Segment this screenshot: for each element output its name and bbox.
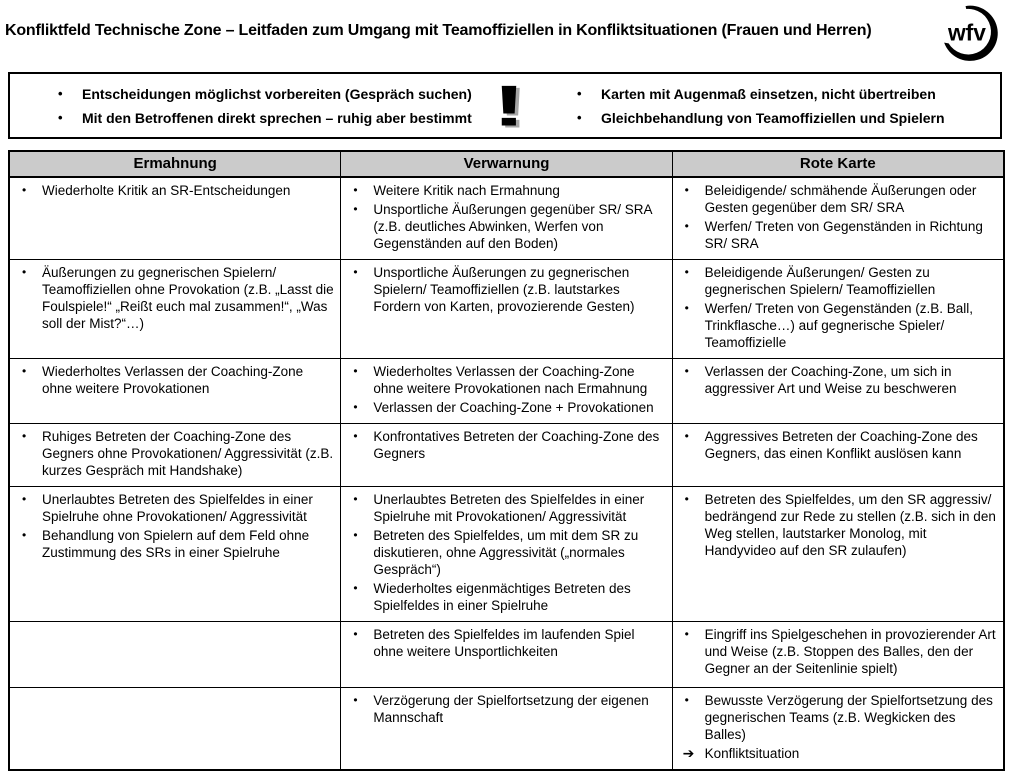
bullet-icon: • <box>353 364 358 378</box>
bullet-icon: • <box>22 364 27 378</box>
cell-rote-karte <box>672 424 1003 486</box>
list-item <box>677 182 997 216</box>
bullet-icon: • <box>684 693 689 707</box>
table-row <box>10 688 1003 769</box>
list-item-text: Beleidigende Äußerungen/ Gesten zu gegnerischen Spielern/ Teamoffiziellen <box>704 265 936 297</box>
bullet-icon: • <box>22 528 27 542</box>
list-item <box>677 264 997 298</box>
list-item-text: Wiederholte Kritik an SR-Entscheidungen <box>42 183 291 198</box>
sanctions-table <box>8 150 1005 771</box>
wfv-logo-text: wfv <box>947 19 986 46</box>
list-item <box>677 626 997 677</box>
list-item-text: Beleidigende/ schmähende Äußerungen oder Gesten gegenüber dem SR/ SRA <box>704 183 977 215</box>
column-header-rote-karte: Rote Karte <box>672 152 1003 176</box>
bullet-icon: • <box>684 219 689 233</box>
cell-rote-karte <box>672 359 1003 423</box>
bullet-icon: • <box>353 183 358 197</box>
table-row <box>10 260 1003 359</box>
list-item <box>14 491 334 525</box>
table-body <box>10 178 1003 769</box>
cell-ermahnung <box>10 622 340 687</box>
list-item <box>677 363 997 397</box>
table-row <box>10 424 1003 487</box>
list-item-text: Äußerungen zu gegnerischen Spielern/ Teamoffiziellen ohne Provokation (z.B. „Lasst die Foulspiele!“ „Reißt euch mal zusammen!“, „Was soll der Mist?“…) <box>42 265 334 331</box>
list-item <box>677 745 997 762</box>
bullet-icon: • <box>684 265 689 279</box>
list-item-text: Verzögerung der Spielfortsetzung der eigenen Mannschaft <box>373 693 649 725</box>
bullet-icon: • <box>577 109 582 125</box>
bullet-icon: • <box>353 429 358 443</box>
cell-ermahnung <box>10 424 340 486</box>
notice-list-right <box>537 82 1000 130</box>
list-item <box>345 264 665 315</box>
bullet-icon: • <box>353 400 358 414</box>
arrow-icon: ➔ <box>682 745 695 761</box>
bullet-icon: • <box>684 429 689 443</box>
bullet-icon: • <box>684 301 689 315</box>
cell-verwarnung <box>340 487 671 621</box>
column-header-verwarnung: Verwarnung <box>340 152 671 176</box>
list-item <box>345 692 665 726</box>
list-item-text: Werfen/ Treten von Gegenständen in Richtung SR/ SRA <box>704 219 983 251</box>
list-item-text: Unsportliche Äußerungen zu gegnerischen Spielern/ Teamoffiziellen (z.B. lautstarkes Fordern von Karten, provozierende Gesten) <box>373 265 635 314</box>
column-header-ermahnung: Ermahnung <box>133 155 217 172</box>
list-item-text: Behandlung von Spielern auf dem Feld ohne Zustimmung des SRs in einer Spielruhe <box>42 528 310 560</box>
list-item <box>677 428 997 462</box>
wfv-logo-swoosh <box>932 4 1006 62</box>
list-item-text: Weitere Kritik nach Ermahnung <box>373 183 560 198</box>
list-item-text: Konfliktsituation <box>704 746 800 761</box>
bullet-icon: • <box>353 528 358 542</box>
list-item <box>345 182 665 199</box>
page-title: Konfliktfeld Technische Zone – Leitfaden zum Umgang mit Teamoffiziellen in Konfliktsituationen (Frauen und Herren) <box>5 22 872 39</box>
list-item-text: Verlassen der Coaching-Zone, um sich in aggressiver Art und Weise zu beschweren <box>704 364 957 396</box>
bullet-icon: • <box>353 581 358 595</box>
cell-ermahnung <box>10 178 340 259</box>
list-item <box>14 264 334 332</box>
list-item-text: Unerlaubtes Betreten des Spielfeldes in einer Spielruhe mit Provokationen/ Aggressivität <box>373 492 645 524</box>
list-item-text: Unsportliche Äußerungen gegenüber SR/ SRA (z.B. deutliches Abwinken, Werfen von Gegenständen auf den Boden) <box>373 202 652 251</box>
list-item-text: Verlassen der Coaching-Zone + Provokationen <box>373 400 654 415</box>
list-item-text: Unerlaubtes Betreten des Spielfeldes in einer Spielruhe ohne Provokationen/ Aggressivität <box>42 492 313 524</box>
bullet-icon: • <box>22 429 27 443</box>
bullet-icon: • <box>22 492 27 506</box>
list-item <box>14 527 334 561</box>
bullet-icon: • <box>353 627 358 641</box>
list-item-text: Bewusste Verzögerung der Spielfortsetzung des gegnerischen Teams (z.B. Wegkicken des Balles) <box>704 693 993 742</box>
list-item <box>345 428 665 462</box>
cell-rote-karte <box>672 688 1003 769</box>
notice-item-text: Karten mit Augenmaß einsetzen, nicht übertreiben <box>601 85 936 102</box>
list-item-text: Eingriff ins Spielgeschehen in provozierender Art und Weise (z.B. Stoppen des Balles, den der Gegner an der Seitenlinie spielt) <box>704 627 996 676</box>
cell-rote-karte <box>672 260 1003 358</box>
list-item <box>345 399 665 416</box>
list-item-text: Werfen/ Treten von Gegenständen (z.B. Ball, Trinkflasche…) auf gegnerische Spieler/ Teamoffizielle <box>704 301 974 350</box>
bullet-icon: • <box>577 85 582 101</box>
cell-rote-karte <box>672 622 1003 687</box>
list-item <box>14 428 334 479</box>
list-item-text: Wiederholtes Verlassen der Coaching-Zone ohne weitere Provokationen <box>42 364 304 396</box>
bullet-icon: • <box>684 627 689 641</box>
cell-rote-karte <box>672 178 1003 259</box>
notice-item-text: Mit den Betroffenen direkt sprechen – ruhig aber bestimmt <box>82 109 472 126</box>
list-item <box>677 300 997 351</box>
bullet-icon: • <box>353 202 358 216</box>
list-item-text: Betreten des Spielfeldes, um mit dem SR zu diskutieren, ohne Aggressivität („normales Gespräch“) <box>373 528 639 577</box>
list-item-text: Betreten des Spielfeldes, um den SR aggressiv/ bedrängend zur Rede zu stellen (z.B. sich in den Weg stellen, lautstarker Monolog, mit Handyvideo auf den SR zulaufen) <box>704 492 996 558</box>
list-item <box>345 201 665 252</box>
bullet-icon: • <box>22 265 27 279</box>
bullet-icon: • <box>353 492 358 506</box>
notice-item-text: Entscheidungen möglichst vorbereiten (Gespräch suchen) <box>82 85 472 102</box>
list-item <box>14 182 334 199</box>
table-row <box>10 622 1003 688</box>
bullet-icon: • <box>353 693 358 707</box>
cell-verwarnung <box>340 178 671 259</box>
bullet-icon: • <box>58 85 63 101</box>
cell-ermahnung <box>10 487 340 621</box>
bullet-icon: • <box>58 109 63 125</box>
table-header-row <box>10 152 1003 178</box>
list-item <box>677 692 997 743</box>
list-item-text: Wiederholtes eigenmächtiges Betreten des Spielfeldes in einer Spielruhe <box>373 581 631 613</box>
bullet-icon: • <box>684 364 689 378</box>
bullet-icon: • <box>684 492 689 506</box>
cell-ermahnung <box>10 260 340 358</box>
cell-verwarnung <box>340 688 671 769</box>
wfv-logo <box>932 4 1006 62</box>
notice-box <box>8 72 1002 139</box>
document-header <box>5 0 1008 68</box>
list-item-text: Aggressives Betreten der Coaching-Zone des Gegners, das einen Konflikt auslösen kann <box>704 429 978 461</box>
bullet-icon: • <box>684 183 689 197</box>
list-item <box>14 363 334 397</box>
exclamation-icon: ! <box>492 72 526 138</box>
list-item <box>345 491 665 525</box>
list-item <box>345 527 665 578</box>
cell-verwarnung <box>340 260 671 358</box>
notice-item <box>571 82 1000 106</box>
cell-verwarnung <box>340 359 671 423</box>
list-item <box>677 218 997 252</box>
table-row <box>10 359 1003 424</box>
bullet-icon: • <box>353 265 358 279</box>
notice-item <box>52 82 481 106</box>
list-item-text: Ruhiges Betreten der Coaching-Zone des Gegners ohne Provokationen/ Aggressivität (z.B. kurzes Gespräch mit Handshake) <box>42 429 334 478</box>
list-item <box>345 626 665 660</box>
notice-item <box>571 106 1000 130</box>
list-item <box>677 491 997 559</box>
list-item <box>345 580 665 614</box>
cell-rote-karte <box>672 487 1003 621</box>
list-item <box>345 363 665 397</box>
notice-list-left <box>10 82 481 130</box>
bullet-icon: • <box>22 183 27 197</box>
list-item-text: Wiederholtes Verlassen der Coaching-Zone ohne weitere Provokationen nach Ermahnung <box>373 364 648 396</box>
list-item-text: Betreten des Spielfeldes im laufenden Spiel ohne weitere Unsportlichkeiten <box>373 627 635 659</box>
table-row <box>10 487 1003 622</box>
cell-verwarnung <box>340 424 671 486</box>
cell-ermahnung <box>10 688 340 769</box>
cell-verwarnung <box>340 622 671 687</box>
list-item-text: Konfrontatives Betreten der Coaching-Zone des Gegners <box>373 429 660 461</box>
notice-item-text: Gleichbehandlung von Teamoffiziellen und Spielern <box>601 109 945 126</box>
table-row <box>10 178 1003 260</box>
notice-item <box>52 106 481 130</box>
cell-ermahnung <box>10 359 340 423</box>
